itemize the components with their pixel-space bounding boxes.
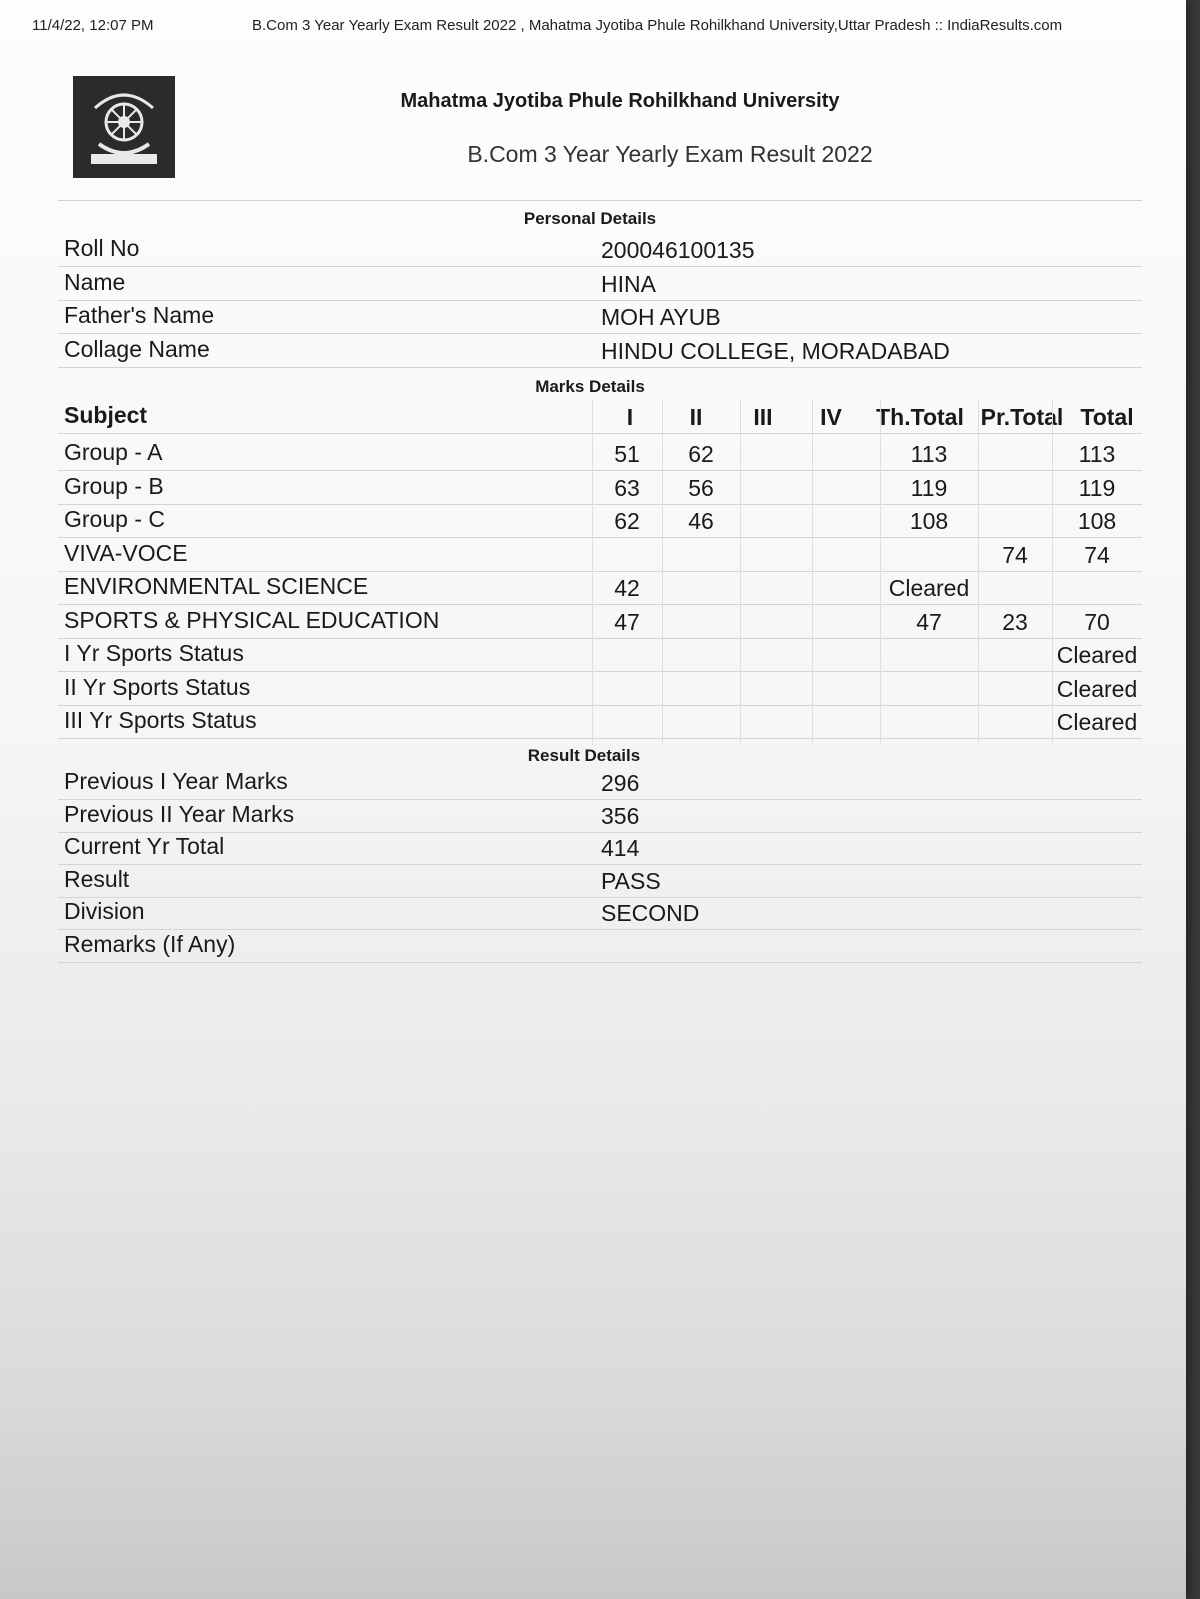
personal-details-title: Personal Details	[523, 209, 657, 228]
mark-pr: 74	[1002, 541, 1028, 568]
col-divider	[812, 400, 813, 745]
result-value: SECOND	[601, 900, 700, 926]
mark-th: 119	[910, 474, 948, 501]
marks-row	[58, 705, 1142, 739]
subject-name: Group - C	[64, 506, 165, 532]
field-label: Roll No	[64, 235, 140, 261]
result-value: 356	[601, 802, 640, 829]
mark-i: 62	[614, 508, 640, 534]
mark-total: Cleared	[1056, 709, 1138, 735]
col-thtotal-header: Th.Total	[876, 404, 964, 430]
col-prtotal-header: Pr.Total	[980, 404, 1064, 430]
mark-i: 51	[614, 441, 640, 467]
result-row	[58, 864, 1142, 898]
field-value: 200046100135	[601, 237, 755, 263]
mark-total: 70	[1084, 608, 1110, 635]
university-logo	[73, 76, 175, 178]
col-subject-header: Subject	[64, 402, 148, 428]
col-divider	[978, 400, 979, 745]
result-label: Remarks (If Any)	[64, 930, 236, 957]
mark-ii: 62	[688, 441, 714, 467]
mark-ii: 46	[688, 508, 714, 534]
personal-row	[58, 233, 1142, 267]
print-page-title: B.Com 3 Year Yearly Exam Result 2022 , Mahatma Jyotiba Phule Rohilkhand University,Uttar Pradesh :: IndiaResults.com	[252, 17, 1063, 34]
subject-name: III Yr Sports Status	[64, 707, 257, 733]
subject-name: I Yr Sports Status	[64, 640, 244, 666]
col-total-header: Total	[1080, 404, 1134, 430]
result-value: 414	[601, 835, 640, 861]
col-iv-header: IV	[820, 404, 842, 430]
result-label: Result	[64, 865, 130, 892]
col-iii-header: III	[753, 404, 773, 430]
col-divider	[662, 400, 663, 745]
result-label: Current Yr Total	[64, 833, 225, 859]
marks-row	[58, 471, 1142, 505]
result-label: Division	[64, 898, 145, 924]
result-row	[58, 929, 1142, 963]
mark-i: 47	[614, 608, 640, 635]
mark-th: 108	[909, 508, 949, 534]
exam-name: B.Com 3 Year Yearly Exam Result 2022	[467, 141, 873, 167]
marks-row	[58, 504, 1142, 538]
mark-total: 113	[1078, 441, 1116, 467]
mark-ii: 56	[688, 474, 714, 501]
col-divider	[1052, 400, 1053, 745]
field-value: HINA	[601, 270, 656, 297]
result-value: PASS	[601, 867, 661, 894]
marks-details-title: Marks Details	[535, 377, 645, 396]
field-value: MOH AYUB	[601, 304, 721, 330]
subject-name: II Yr Sports Status	[64, 673, 251, 700]
mark-th: 113	[910, 441, 948, 467]
col-divider	[740, 400, 741, 745]
marks-row	[58, 538, 1142, 572]
mark-total: Cleared	[1056, 675, 1138, 702]
col-i-header: I	[626, 404, 634, 430]
marks-header-row	[58, 400, 1142, 434]
subject-name: ENVIRONMENTAL SCIENCE	[64, 573, 369, 599]
result-row	[58, 896, 1142, 930]
mark-total: 119	[1078, 474, 1116, 501]
marks-row	[58, 638, 1142, 672]
mark-total: 74	[1084, 541, 1110, 568]
subject-name: SPORTS & PHYSICAL EDUCATION	[64, 606, 440, 633]
mark-th: 47	[916, 608, 942, 635]
result-row	[58, 799, 1142, 833]
mark-pr: 23	[1002, 608, 1028, 635]
col-divider	[592, 400, 593, 745]
result-value: 296	[601, 770, 640, 796]
print-datetime: 11/4/22, 12:07 PM	[32, 17, 154, 34]
field-value: HINDU COLLEGE, MORADABAD	[601, 337, 950, 364]
mark-th: Cleared	[888, 575, 970, 601]
subject-name: VIVA-VOCE	[64, 539, 188, 566]
field-label: Name	[64, 268, 126, 295]
field-label: Father's Name	[64, 302, 215, 328]
university-emblem-icon	[81, 84, 167, 170]
marks-row	[58, 672, 1142, 706]
result-row	[58, 766, 1142, 800]
result-label: Previous II Year Marks	[64, 800, 295, 827]
mark-total: Cleared	[1056, 642, 1138, 668]
personal-row	[58, 267, 1142, 301]
mark-i: 42	[614, 575, 640, 601]
subject-name: Group - A	[64, 439, 163, 465]
marks-row	[58, 571, 1142, 605]
mark-total: 108	[1077, 508, 1117, 534]
mark-i: 63	[614, 474, 640, 501]
result-details-title: Result Details	[527, 746, 641, 765]
col-ii-header: II	[689, 404, 703, 430]
col-divider	[880, 400, 881, 745]
result-label: Previous I Year Marks	[64, 768, 288, 794]
university-name: Mahatma Jyotiba Phule Rohilkhand University	[400, 90, 840, 112]
result-row	[58, 831, 1142, 865]
marks-row	[58, 605, 1142, 639]
marks-row	[58, 437, 1142, 471]
personal-row	[58, 300, 1142, 334]
personal-row	[58, 334, 1142, 368]
subject-name: Group - B	[64, 472, 164, 499]
field-label: Collage Name	[64, 335, 210, 362]
